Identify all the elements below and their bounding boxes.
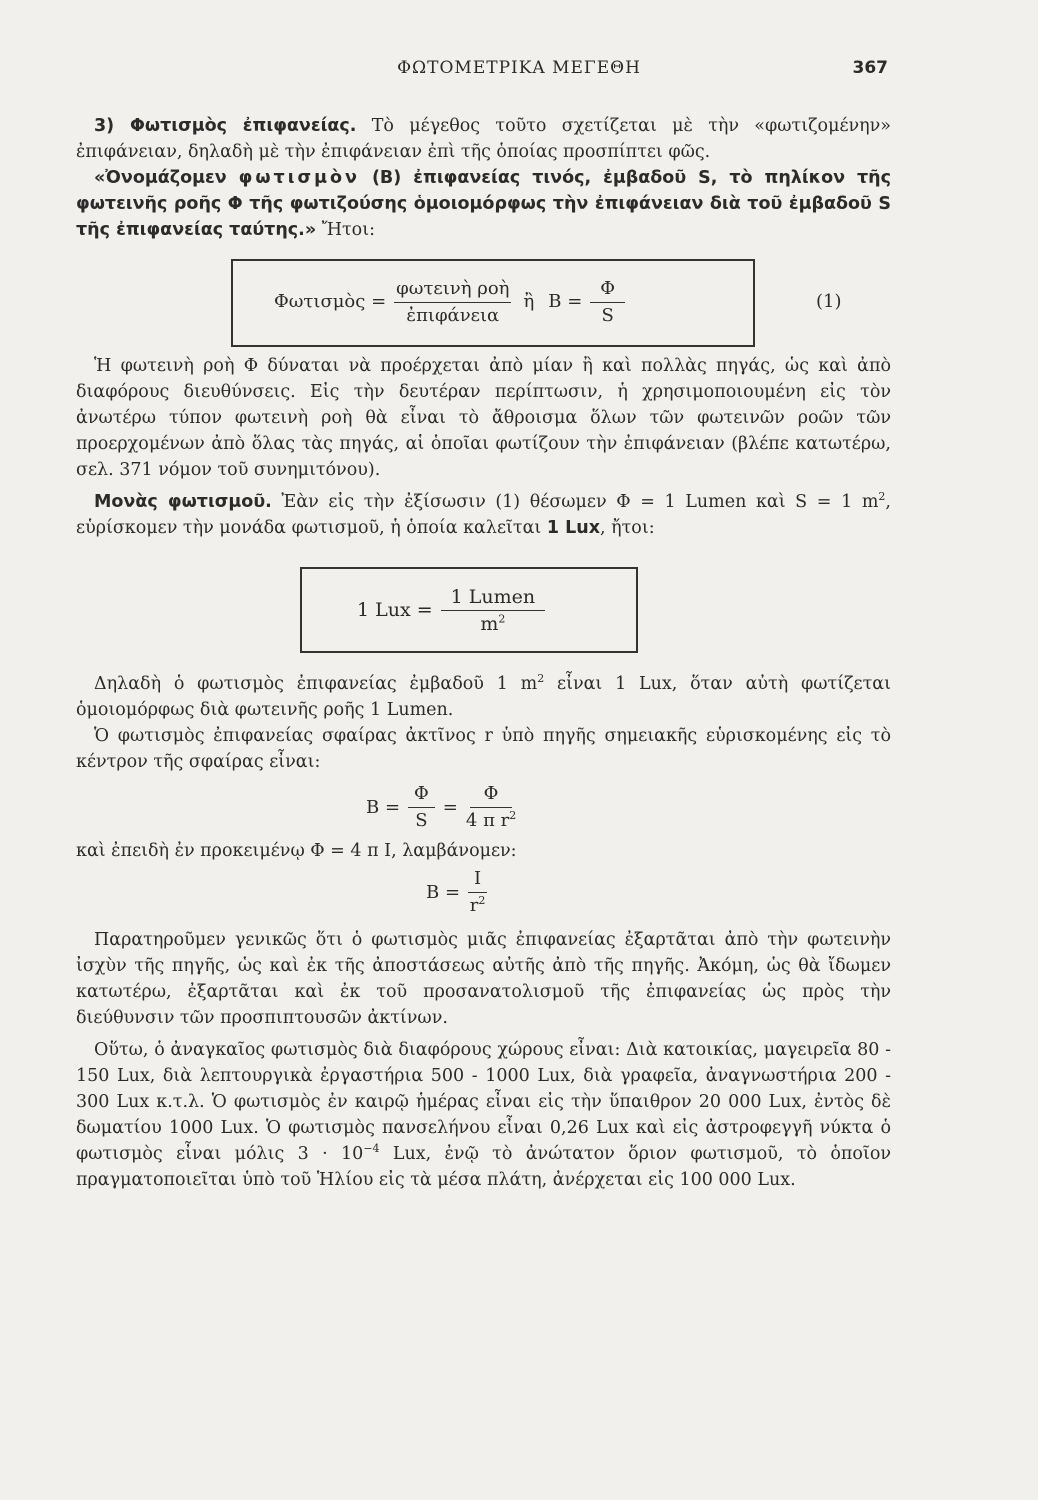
unit-text-c: , ἤτοι: [600,518,655,538]
eq3-fraction-1 [408,783,435,832]
since-paragraph: καὶ ἐπειδὴ ἐν προκειμένῳ Φ = 4 π I, λαμβάνομεν: [76,841,517,861]
equation-2 [357,577,553,643]
definition-part-b: (B) ἐπιφανείας τινός, ἐμβαδοῦ S, τὸ πηλίκον τῆς φωτεινῆς ροῆς Φ τῆς φωτιζούσης ὁμοιομόρφως τὴν ἐπιφάνειαν διὰ τοῦ ἐμβαδοῦ S τῆς ἐπιφανείας ταύτης.» [76,168,892,240]
eq1-lhs: Φωτισμὸς = [274,291,387,312]
definition-term: φωτισμὸν [238,168,360,188]
eq1-b-numerator: Φ [590,278,625,303]
eq3-fraction-2 [466,783,516,832]
equation-1-wrapper [76,259,891,347]
page-body [76,113,891,1193]
observe-paragraph: Παρατηροῦμεν γενικῶς ὅτι ὁ φωτισμὸς μιᾶς ἐπιφανείας ἐξαρτᾶται ἀπὸ τὴν φωτεινὴν ἰσχὺν τῆς πηγῆς, ὡς καὶ ἐκ τῆς ἀποστάσεως αὐτῆς ἀπὸ τῆς πηγῆς. Ἀκόμη, ὡς θὰ ἴδωμεν κατωτέρω, ἐξαρτᾶται καὶ ἐκ τοῦ προσανατολισμοῦ τῆς ἐπιφανείας ὡς πρὸς τὴν διεύθυνσιν τῶν προσπιπτουσῶν ἀκτίνων. [76,930,891,1028]
eq1-number: (1) [816,291,842,312]
eq3-numerator-1: Φ [408,783,435,808]
eq3-denominator-1: S [415,810,428,831]
eq2-numerator: 1 Lumen [441,586,545,611]
final-paragraph [76,1037,891,1193]
final-text-b: Lux, ἐνῷ τὸ ἀνώτατον ὅριον φωτισμοῦ, τὸ ὁποῖον πραγματοποιεῖται ὑπὸ τοῦ Ἡλίου εἰς τὰ μέσα πλάτη, ἀνέρχεται εἰς 100 000 Lux. [76,1144,891,1190]
section-3-heading: 3) Φωτισμὸς ἐπιφανείας. [94,116,357,136]
eq3-equals: = [442,796,458,818]
unit-paragraph [76,489,891,541]
eq4-numerator: I [468,868,487,893]
eq3-den2-base: 4 π r [465,810,510,831]
page-number: 367 [852,58,888,78]
sphere-paragraph: Ὁ φωτισμὸς ἐπιφανείας σφαίρας ἀκτῖνος r ὑπὸ πηγῆς σημειακῆς εὑρισκομένης εἰς τὸ κέντρον τῆς σφαίρας εἶναι: [76,726,891,772]
eq1-b-lhs: B = [548,291,583,312]
eq1-or: ἢ [523,291,535,312]
equation-1 [274,269,633,335]
eq2-denominator [480,611,505,635]
eq4-den-base: r [469,895,479,916]
definition-part-a: «Ὀνομάζομεν [94,168,227,188]
eq1-b-denominator: S [601,304,614,326]
final-text-a: Οὕτω, ὁ ἀναγκαῖος φωτισμὸς διὰ διαφόρους χώρους εἶναι: Διὰ κατοικίας, μαγειρεῖα 80 - 150 Lux, διὰ λεπτουργικὰ ἐργαστήρια 500 - 1000 Lux, διὰ γραφεῖα, ἀναγνωστήρια 200 - 300 Lux κ.τ.λ. Ὁ φωτισμὸς ἐν καιρῷ ἡμέρας εἶναι εἰς τὴν ὕπαιθρον 20 000 Lux, ἐντὸς δὲ δωματίου 1000 Lux. Ὁ φωτισμὸς πανσελήνου εἶναι 0,26 Lux καὶ εἰς ἀστροφεγγῆ νύκτα ὁ φωτισμὸς εἶναι μόλις 3 · 10 [76,1040,891,1164]
unit-lux: 1 Lux [546,518,600,538]
eq4-den-sup: 2 [478,894,486,907]
definition-tail: Ἤτοι: [316,220,375,240]
eq2-lhs: 1 Lux = [357,599,433,621]
dilady-text-b: εἶναι 1 Lux, ὅταν αὐτὴ φωτίζεται ὁμοιομόρφως διὰ φωτεινῆς ροῆς 1 Lumen. [76,674,891,720]
eq3-denominator-2 [466,808,516,832]
eq1-fraction [394,278,511,327]
unit-heading: Μονὰς φωτισμοῦ. [94,492,272,512]
eq1-numerator: φωτεινὴ ροὴ [394,278,511,303]
section-3-intro: Τὸ μέγεθος τοῦτο σχετίζεται μὲ τὴν «φωτιζομένην» ἐπιφάνειαν, δηλαδὴ μὲ τὴν ἐπιφάνειαν ἐπὶ τῆς ὁποίας προσπίπτει φῶς. [76,116,891,162]
eq2-fraction [441,586,545,635]
chapter-title: ΦΩΤΟΜΕΤΡΙΚΑ ΜΕΓΕΘΗ [397,58,641,78]
eq4-fraction [468,868,487,917]
eq2-den-base: m [480,612,499,635]
eq4-denominator [470,893,486,917]
running-header [0,58,1038,88]
final-sup: −4 [363,1142,380,1156]
section-3-paragraph [76,113,891,165]
equation-1-box [231,259,755,347]
dilady-paragraph [76,671,891,723]
equation-4 [426,868,891,917]
eq1-denominator: ἐπιφάνεια [406,304,500,326]
eq3-lhs: B = [366,796,401,818]
eq4-lhs: B = [426,881,461,903]
definition-paragraph [76,165,891,243]
eq3-numerator-2: Φ [470,783,513,808]
unit-text-a: Ἐὰν εἰς τὴν ἐξίσωσιν (1) θέσωμεν Φ = 1 Lumen καὶ S = 1 m [271,492,879,512]
equation-2-box [300,567,638,653]
eq2-den-sup: 2 [498,612,506,626]
dilady-sup: 2 [537,672,545,686]
equation-3 [366,783,891,832]
unit-text-b: , εὑρίσκομεν τὴν μονάδα φωτισμοῦ, ἡ ὁποία καλεῖται [76,492,891,538]
unit-sup: 2 [878,490,886,504]
flux-paragraph: Ἡ φωτεινὴ ροὴ Φ δύναται νὰ προέρχεται ἀπὸ μίαν ἢ καὶ πολλὰς πηγάς, ὡς καὶ ἀπὸ διαφόρους διευθύνσεις. Εἰς τὴν δευτέραν περίπτωσιν, ἡ χρησιμοποιουμένη εἰς τὸν ἀνωτέρω τύπον φωτεινὴ ροὴ θὰ εἶναι τὸ ἄθροισμα ὅλων τῶν φωτεινῶν ροῶν τῶν προερχομένων ἀπὸ ὅλας τὰς πηγάς, αἱ ὁποῖαι φωτίζουν τὴν ἐπιφάνειαν (βλέπε κατωτέρω, σελ. 371 νόμον τοῦ συνημιτόνου). [76,356,891,480]
eq1-b-fraction [590,278,625,327]
dilady-text-a: Δηλαδὴ ὁ φωτισμὸς ἐπιφανείας ἐμβαδοῦ 1 m [94,674,538,694]
eq3-den2-sup: 2 [509,809,517,822]
